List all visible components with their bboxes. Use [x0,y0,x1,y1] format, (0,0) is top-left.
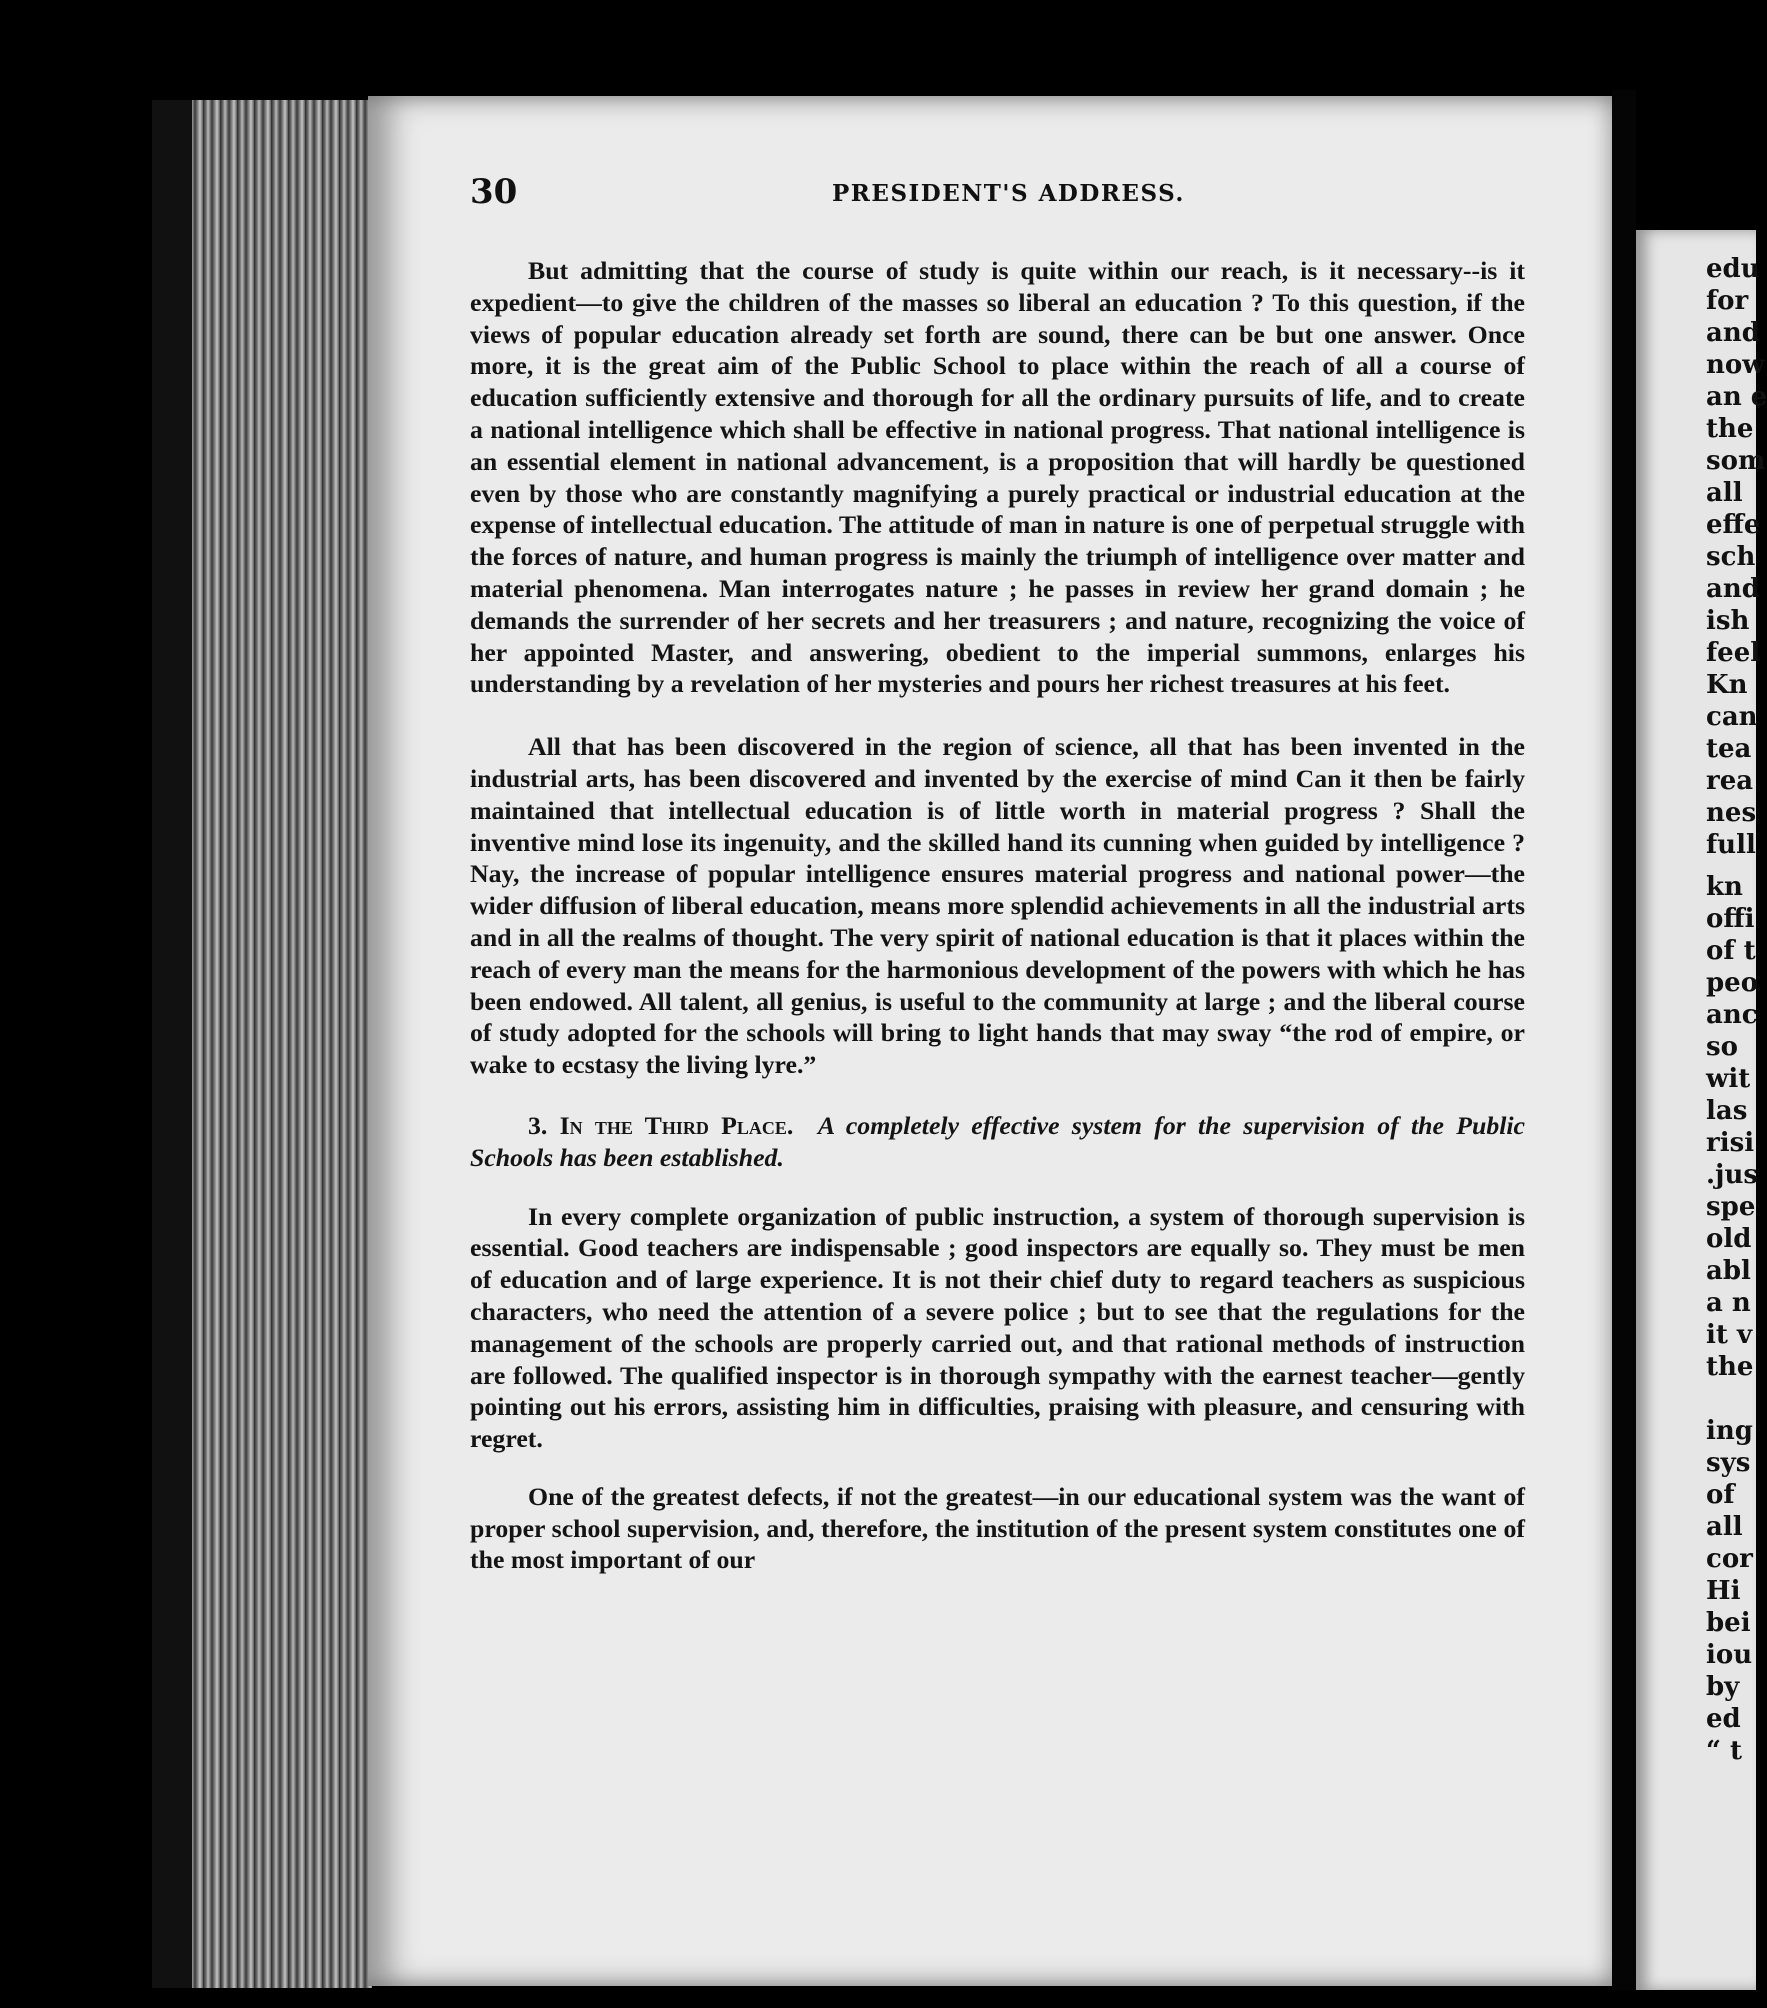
paragraph-2: All that has been discovered in the region of science, all that has been invented in the industrial arts, has been discovered and invented by the exercise of mind Can it then be fairly maintained that intellectual education is of little worth in material progress ? Shall the inventive mind lose its ingenuity, and the skilled hand its cunning when guided by intelligence ? Nay, the increase of popular intelligence ensures material progress and national power—the wider diffusion of liberal education, means more splendid achievements in all the industrial arts and in all the realms of thought. The very spirit of national education is that it places within the reach of every man the means for the harmonious development of the powers with which he has been endowed. All talent, all genius, is useful to the community at large ; and the liberal course of study adopted for the schools will bring to light hands that may sway “the rod of empire, or wake to ecstasy the living lyre.” [470,732,1525,1080]
facing-page-line: kn [1706,872,1743,902]
facing-page-line: by [1706,1672,1740,1702]
facing-page-line: “ t [1706,1736,1743,1766]
facing-page-line: ing [1706,1416,1753,1446]
facing-page-line: Kn [1706,670,1748,700]
facing-page-line: sch [1706,542,1756,572]
facing-page-line: iou [1706,1640,1753,1670]
facing-page-line: edu [1706,254,1760,284]
facing-page-line: all [1706,1512,1743,1542]
section-heading: In the Third Place. [559,1110,794,1140]
facing-page-line: for [1706,286,1749,316]
facing-page-line: of [1706,1480,1735,1510]
page-body-text [470,255,1525,1576]
facing-page-line: .jus [1706,1160,1758,1190]
page-number: 30 [470,172,518,212]
facing-page-line: the [1706,414,1754,444]
facing-page-line: can [1706,702,1758,732]
book-gutter [1612,90,1636,1990]
facing-page-line: nes [1706,798,1757,828]
facing-page-line: full [1706,830,1756,860]
facing-page-line: feel [1706,638,1761,668]
page-edges-shadow [152,100,192,1988]
facing-page-line: rea [1706,766,1754,796]
facing-page-line: all [1706,478,1743,508]
facing-page-line: ed [1706,1704,1741,1734]
facing-page-line: now [1706,350,1765,380]
section-number: 3. [528,1110,548,1140]
facing-page-fragment [1636,230,1767,1990]
paragraph-1: But admitting that the course of study is quite within our reach, is it necessary--is it expedient—to give the children of the masses so liberal an education ? To this question, if the views of popular education already set forth are sound, there can be but one answer. Once more, it is the great aim of the Public School to place within the reach of all a course of education sufficiently extensive and thorough for all the ordinary pursuits of life, and to create a national intelligence which shall be effective in national progress. That national intelligence is an essential element in national advancement, is a proposition that will hardly be questioned even by those who are constantly magnifying a purely practical or industrial education at the expense of intellectual education. The attitude of man in nature is one of perpetual struggle with the forces of nature, and human progress is mainly the triumph of intelligence over matter and material phenomena. Man interrogates nature ; he passes in review her grand domain ; he demands the surrender of her secrets and her treasurers ; and nature, recognizing the voice of her appointed Master, and answering, obedient to the imperial summons, enlarges his understanding by a revelation of her mysteries and pours her richest treasures at his feet. [470,256,1525,699]
facing-page-line: abl [1706,1256,1751,1286]
facing-page-line: som [1706,446,1766,476]
facing-page-line: cor [1706,1544,1753,1574]
facing-page-line: anc [1706,1000,1758,1030]
facing-page-line: of t [1706,936,1756,966]
facing-page-line: peo [1706,968,1759,998]
facing-page-line: an e [1706,382,1767,412]
facing-page-line: effe [1706,510,1761,540]
facing-page-line: and [1706,318,1760,348]
facing-page-line: ish [1706,606,1750,636]
facing-page-line: the [1706,1352,1754,1382]
facing-page-line: spe [1706,1192,1756,1222]
facing-page-line: Hi [1706,1576,1741,1606]
facing-page-line: a n [1706,1288,1751,1318]
paragraph-4: In every complete organization of public instruction, a system of thorough supervision is essential. Good teachers are indispensable ; good inspectors are equally so. They must be men of education and of large experience. It is not their chief duty to regard teachers as suspicious characters, who need the attention of a severe police ; but to see that the regulations for the management of the schools are properly carried out, and that rational methods of instruction are followed. The qualified inspector is in thorough sympathy with the earnest teacher—gently pointing out his errors, assisting him in difficulties, praising with pleasure, and censuring with regret. [470,1201,1525,1454]
paragraph-5: One of the greatest defects, if not the greatest—in our educational system was the want of proper school supervision, and, therefore, the institution of the present system constitutes one of the most important of our [470,1481,1525,1575]
facing-page-line: tea [1706,734,1752,764]
section-heading-paragraph [470,1110,1525,1174]
facing-page-line: it v [1706,1320,1753,1350]
running-head: PRESIDENT'S ADDRESS. [832,180,1185,207]
facing-page-line: risi [1706,1128,1755,1158]
facing-page-line: wit [1706,1064,1751,1094]
facing-page-line: and [1706,574,1760,604]
facing-page-line: las [1706,1096,1748,1126]
facing-page-line: sys [1706,1448,1751,1478]
facing-page-line: old [1706,1224,1752,1254]
section-statement: A completely effective system for the supervision of the Public Schools has been established. [470,1110,1526,1172]
facing-page-line: so [1706,1032,1738,1062]
facing-page-line: bei [1706,1608,1751,1638]
facing-page-line: offi [1706,904,1755,934]
